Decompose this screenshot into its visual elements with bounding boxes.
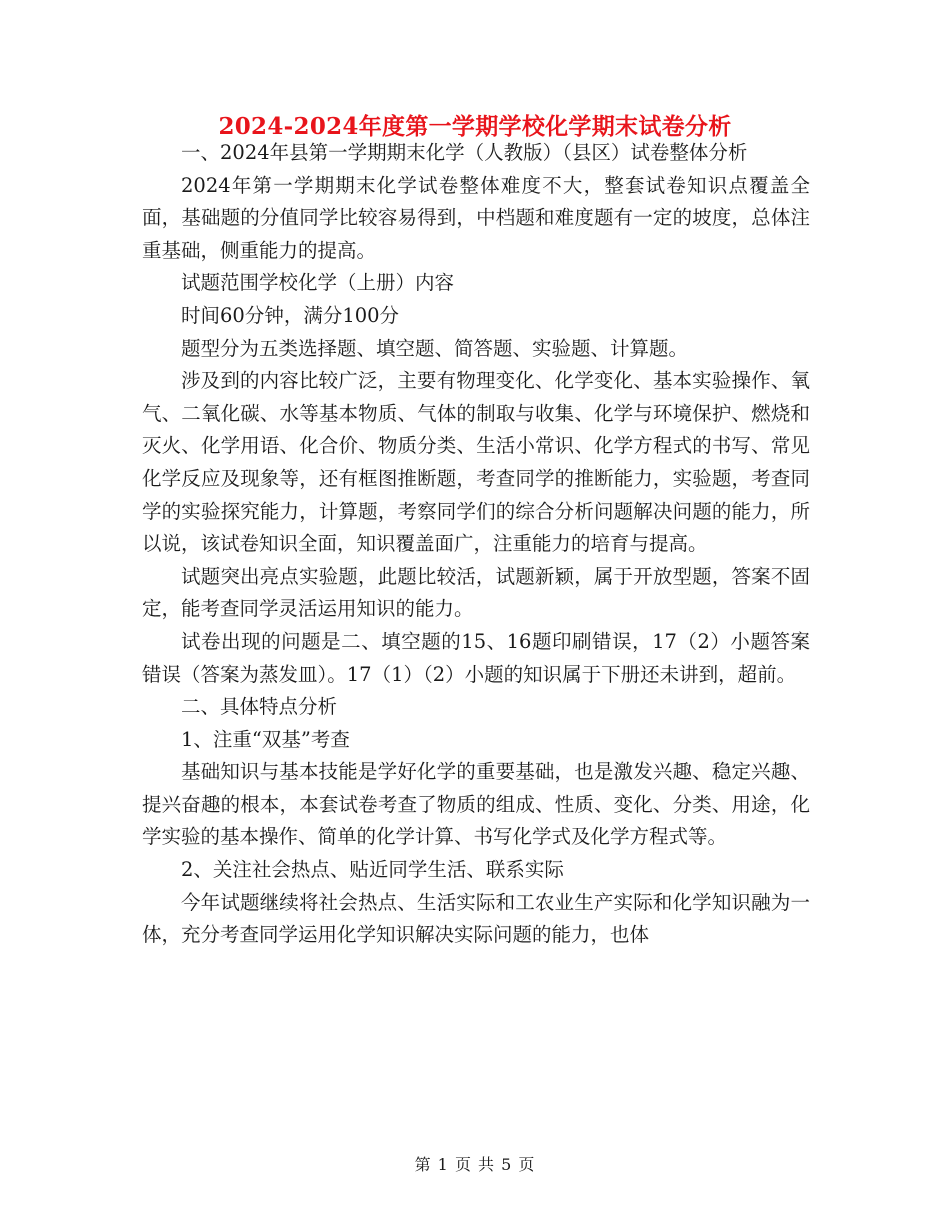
paragraph-scope: 试题范围学校化学（上册）内容 xyxy=(181,271,455,295)
section-heading-overall: 一、2024年县第一学期期末化学（人教版）（县区）试卷整体分析 xyxy=(181,141,748,164)
paragraph-difficulty: 2024年第一学期期末化学试卷整体难度不大，整套试卷知识点覆盖全面，基础题的分值同学比较容易得到，中档题和难度题有一定的坡度，总体注重基础，侧重能力的提高。 xyxy=(142,173,810,262)
document-title: 2024-2024年度第一学期学校化学期末试卷分析 xyxy=(218,113,732,140)
paragraph-content-coverage: 涉及到的内容比较广泛，主要有物理变化、化学变化、基本实验操作、氧气、二氧化碳、水等基本物质、气体的制取与收集、化学与环境保护、燃烧和灭火、化学用语、化合价、物质分类、生活小常识、化学方程式的书写、常见化学反应及现象等，还有框图推断题，考查同学的推断能力，实验题，考查同学的实验探究能力，计算题，考察同学们的综合分析问题解决问题的能力，所以说，该试卷知识全面，知识覆盖面广，注重能力的培育与提高。 xyxy=(142,369,810,556)
paragraph-time: 时间60分钟，满分100分 xyxy=(181,303,400,327)
paragraph-problems: 试卷出现的问题是二、填空题的15、16题印刷错误，17（2）小题答案错误（答案为蒸发皿）。17（1）（2）小题的知识属于下册还未讲到，超前。 xyxy=(142,629,810,686)
page-footer: 第 1 页 共 5 页 xyxy=(414,1155,536,1174)
paragraph-question-types: 题型分为五类选择题、填空题、简答题、实验题、计算题。 xyxy=(181,336,689,360)
subheading-basics: 1、注重“双基”考查 xyxy=(181,727,350,751)
paragraph-social: 今年试题继续将社会热点、生活实际和工农业生产实际和化学知识融为一体，充分考查同学运用化学知识解决实际问题的能力，也体 xyxy=(142,890,810,947)
section-heading-features: 二、具体特点分析 xyxy=(181,695,338,719)
document-body xyxy=(142,137,810,952)
paragraph-highlight: 试题突出亮点实验题，此题比较活，试题新颖，属于开放型题，答案不固定，能考查同学灵活运用知识的能力。 xyxy=(142,564,810,621)
paragraph-basics: 基础知识与基本技能是学好化学的重要基础，也是激发兴趣、稳定兴趣、提兴奋趣的根本，本套试卷考查了物质的组成、性质、变化、分类、用途，化学实验的基本操作、简单的化学计算、书写化学式及化学方程式等。 xyxy=(142,760,810,849)
subheading-social: 2、关注社会热点、贴近同学生活、联系实际 xyxy=(181,858,564,882)
